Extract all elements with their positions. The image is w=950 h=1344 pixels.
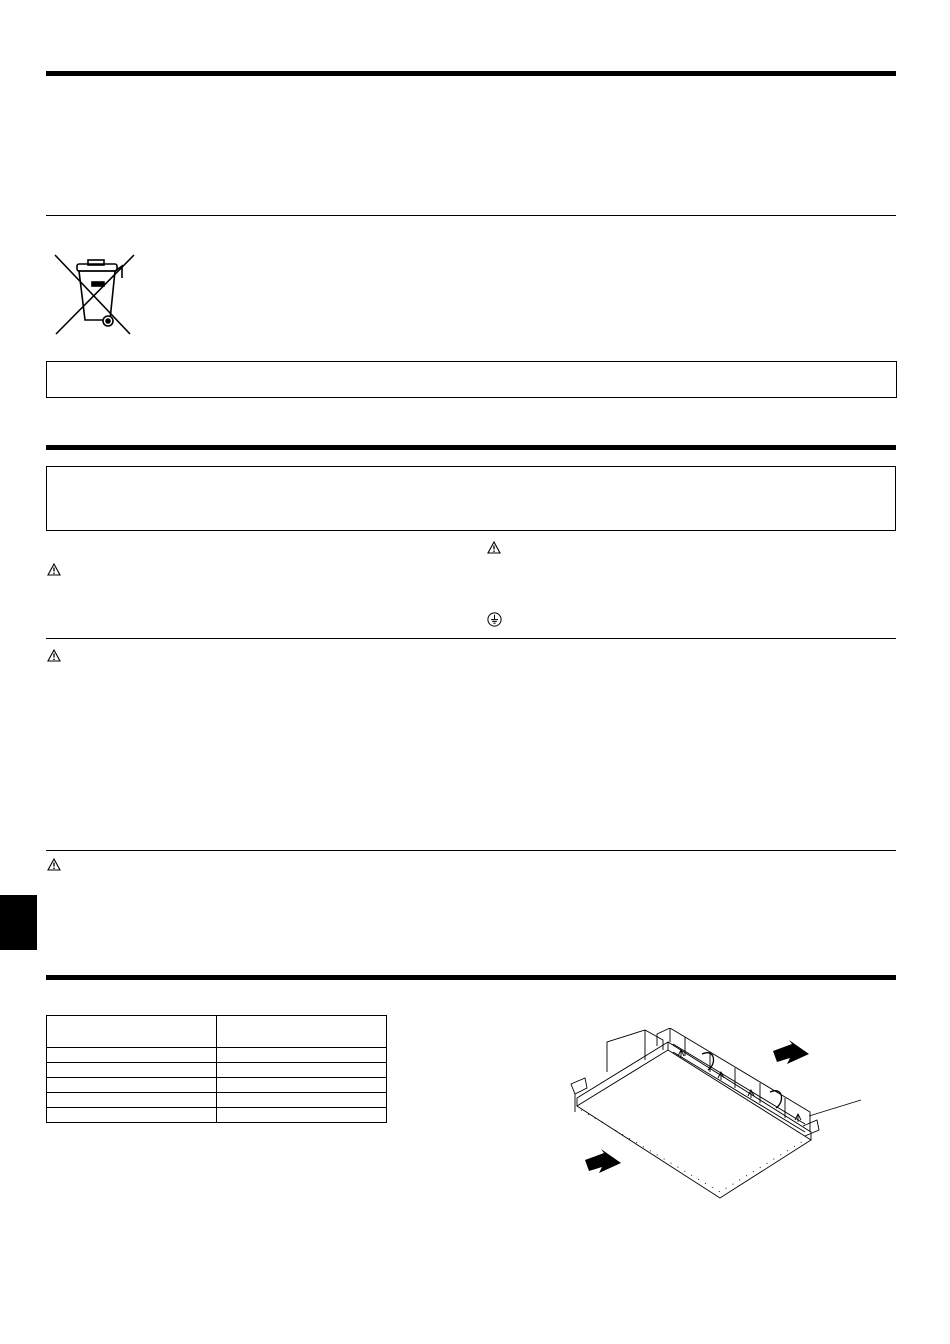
warning-divider <box>46 638 896 639</box>
table-row <box>47 1048 387 1063</box>
language-side-tab <box>0 895 37 950</box>
table-cell <box>47 1078 217 1093</box>
table-cell <box>217 1093 387 1108</box>
table-cell <box>47 1063 217 1078</box>
table-row <box>47 1078 387 1093</box>
warning-triangle-icon <box>47 563 61 576</box>
caution-divider <box>46 850 896 851</box>
protective-earth-icon <box>487 612 502 627</box>
ceiling-concealed-indoor-unit-drawing <box>565 1028 870 1203</box>
table-cell <box>217 1078 387 1093</box>
table-header-row <box>47 1016 387 1048</box>
warning-triangle-icon <box>47 649 61 662</box>
section-divider <box>46 215 896 216</box>
section-rule-top <box>46 71 896 76</box>
airflow-arrow-icon <box>773 1040 809 1064</box>
notice-box <box>46 361 897 398</box>
table-row <box>47 1093 387 1108</box>
section-rule-safety <box>46 445 896 450</box>
table-cell <box>47 1048 217 1063</box>
airflow-arrow-icon <box>585 1149 621 1173</box>
safety-notice-box <box>46 466 896 531</box>
crossed-out-wheelie-bin-icon <box>52 252 138 338</box>
table-header-cell <box>47 1016 217 1048</box>
section-rule-accessories <box>46 975 896 980</box>
table-header-cell <box>217 1016 387 1048</box>
caution-triangle-icon <box>487 541 501 554</box>
table-row <box>47 1108 387 1123</box>
table-cell <box>47 1108 217 1123</box>
table-cell <box>217 1063 387 1078</box>
caution-triangle-icon <box>47 858 61 871</box>
table-cell <box>217 1108 387 1123</box>
accessories-table <box>46 1015 387 1123</box>
table-cell <box>217 1048 387 1063</box>
table-cell <box>47 1093 217 1108</box>
table-row <box>47 1063 387 1078</box>
